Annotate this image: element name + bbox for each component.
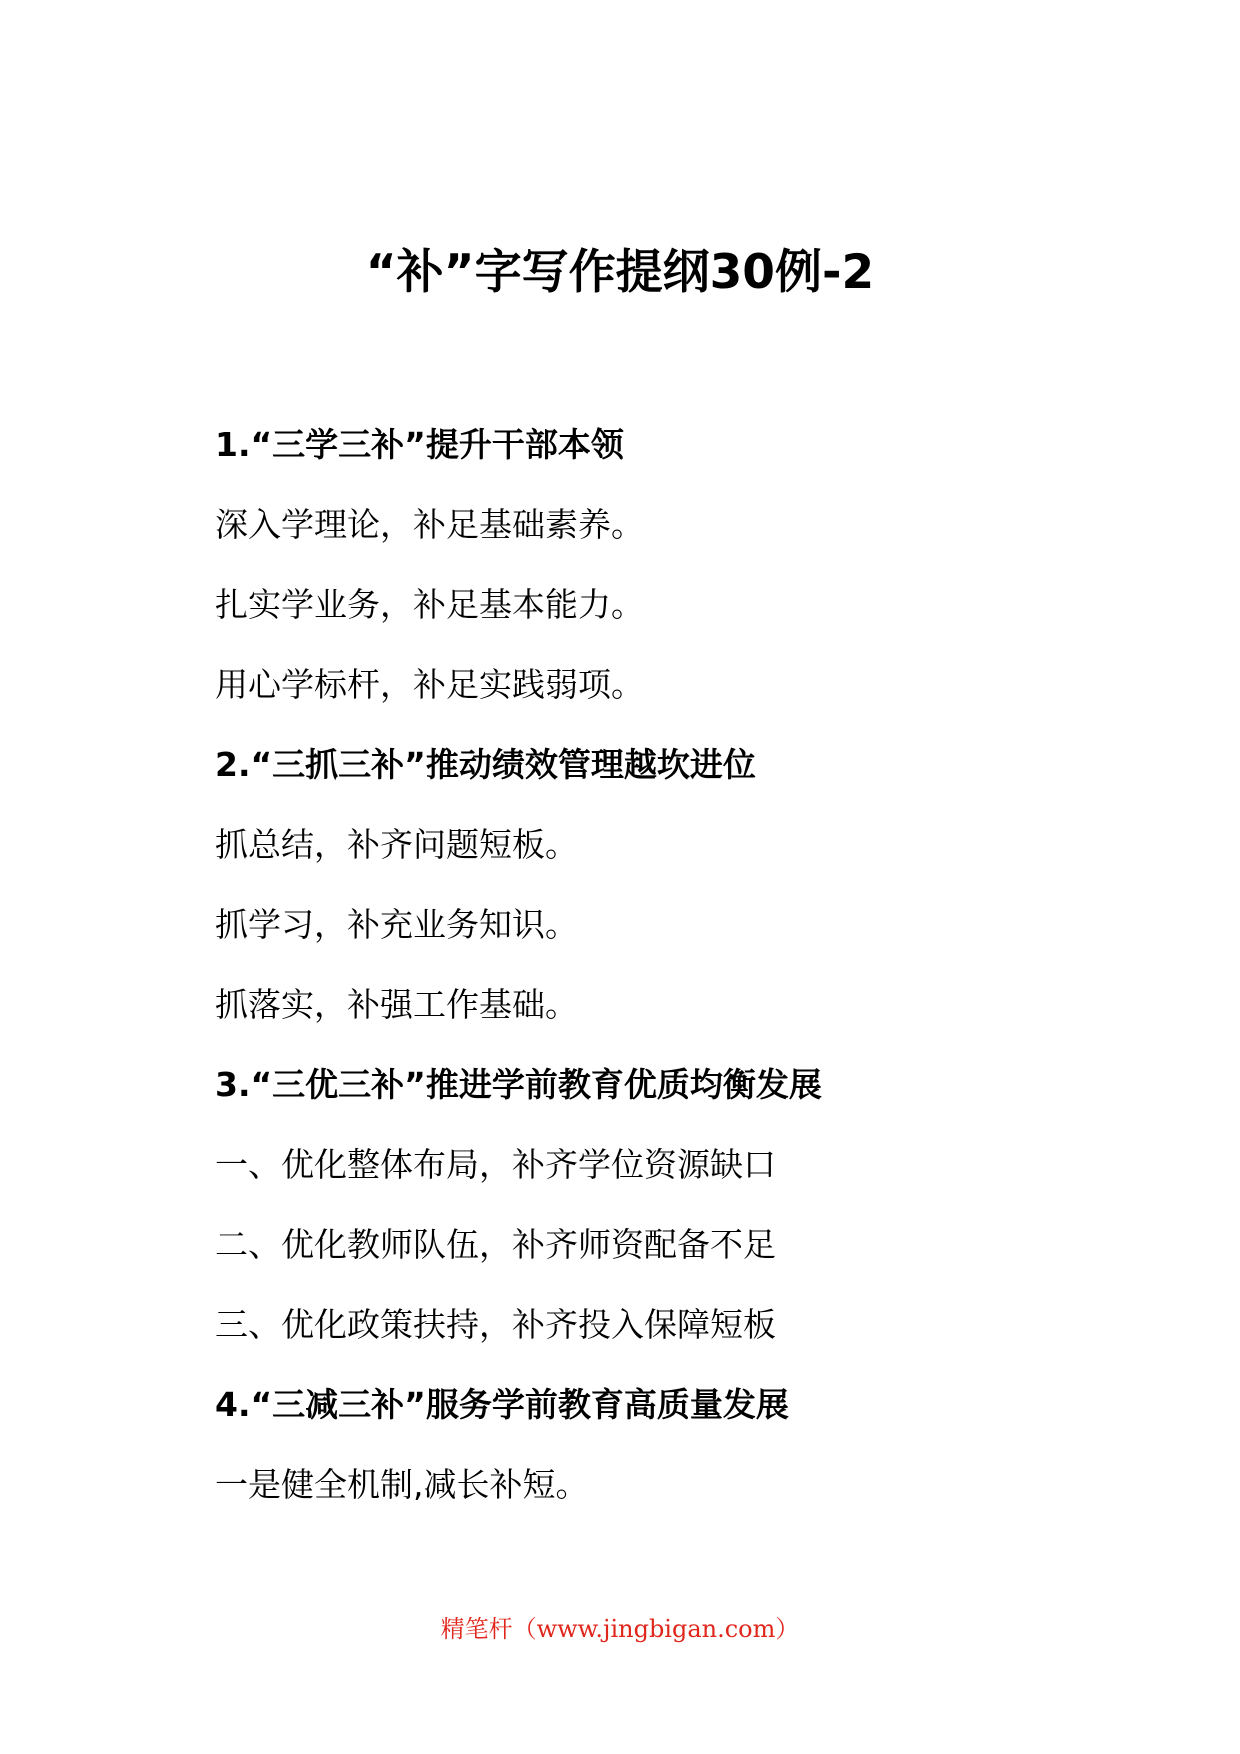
- footer-watermark: 精笔杆（www.jingbigan.com）: [440, 1615, 800, 1643]
- section-heading: 2.“三抓三补”推动绩效管理越坎进位: [215, 745, 756, 784]
- body-line: 抓总结，补齐问题短板。: [215, 825, 578, 864]
- body-line: 二、优化教师队伍，补齐师资配备不足: [215, 1225, 776, 1264]
- body-line: 抓学习，补充业务知识。: [215, 905, 578, 944]
- body-line: 用心学标杆，补足实践弱项。: [215, 665, 644, 704]
- section-heading: 3.“三优三补”推进学前教育优质均衡发展: [215, 1065, 822, 1104]
- body-line: 三、优化政策扶持，补齐投入保障短板: [215, 1305, 776, 1344]
- document-title: “补”字写作提纲30例-2: [365, 245, 875, 300]
- body-line: 扎实学业务，补足基本能力。: [215, 585, 644, 624]
- body-line: 抓落实，补强工作基础。: [215, 985, 578, 1024]
- body-line: 一是健全机制,减长补短。: [215, 1465, 589, 1504]
- body-line: 一、优化整体布局，补齐学位资源缺口: [215, 1145, 776, 1184]
- section-heading: 1.“三学三补”提升干部本领: [215, 425, 624, 464]
- body-line: 深入学理论，补足基础素养。: [215, 505, 644, 544]
- section-heading: 4.“三减三补”服务学前教育高质量发展: [215, 1385, 789, 1424]
